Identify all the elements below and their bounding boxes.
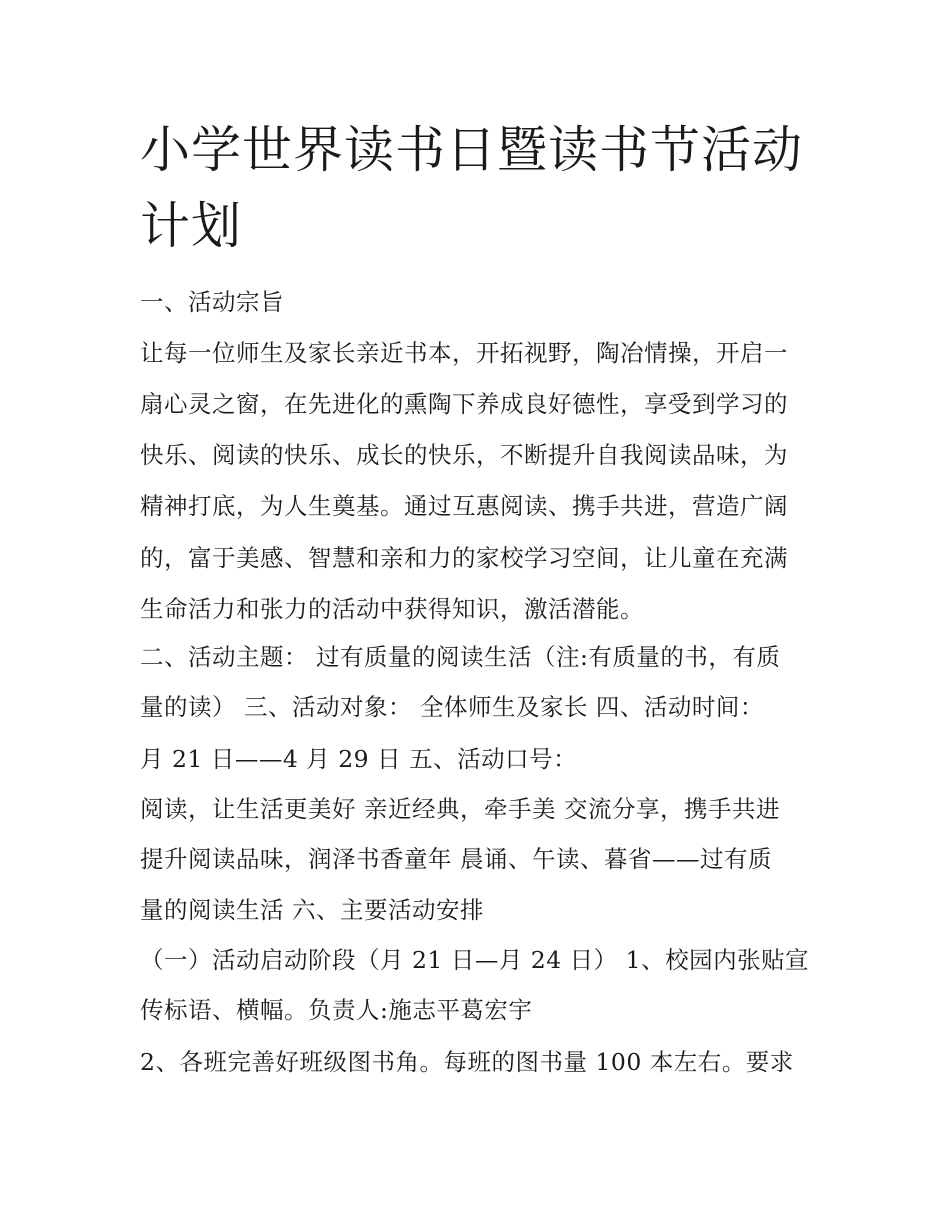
body-line: 精神打底，为人生奠基。通过互惠阅读、携手共进，营造广阔 [140, 492, 788, 520]
body-line: 传标语、横幅。负责人:施志平葛宏宇 [140, 996, 533, 1024]
body-line: 让每一位师生及家长亲近书本，开拓视野，陶冶情操，开启一 [140, 339, 788, 367]
title-line-2: 计划 [140, 197, 242, 255]
body-line: 扇心灵之窗，在先进化的熏陶下养成良好德性，享受到学习的 [140, 390, 788, 418]
body-line: 量的读） 三、活动对象： 全体师生及家长 四、活动时间： [140, 693, 764, 721]
body-line: 的，富于美感、智慧和亲和力的家校学习空间，让儿童在充满 [140, 544, 788, 572]
body-line: 量的阅读生活 六、主要活动安排 [140, 896, 484, 924]
body-line: 生命活力和张力的活动中获得知识，激活潜能。 [140, 595, 644, 623]
body-line: 阅读，让生活更美好 亲近经典，牵手美 交流分享，携手共进 [140, 795, 780, 823]
body-line: 2、各班完善好班级图书角。每班的图书量 100 本左右。要求 [140, 1048, 794, 1076]
document-title [140, 112, 820, 264]
body-line: 提升阅读品味，润泽书香童年 晨诵、午读、暮省——过有质 [140, 845, 772, 873]
body-line: 月 21 日——4 月 29 日 五、活动口号： [140, 745, 578, 773]
body-line: （一）活动启动阶段（月 21 日—月 24 日） 1、校园内张贴宣 [140, 946, 810, 974]
title-line-1: 小学世界读书日暨读书节活动 [140, 121, 803, 179]
section-heading-purpose: 一、活动宗旨 [140, 288, 284, 316]
body-line: 二、活动主题： 过有质量的阅读生活（注:有质量的书，有质 [140, 643, 781, 671]
body-line: 快乐、阅读的快乐、成长的快乐，不断提升自我阅读品味，为 [140, 441, 788, 469]
